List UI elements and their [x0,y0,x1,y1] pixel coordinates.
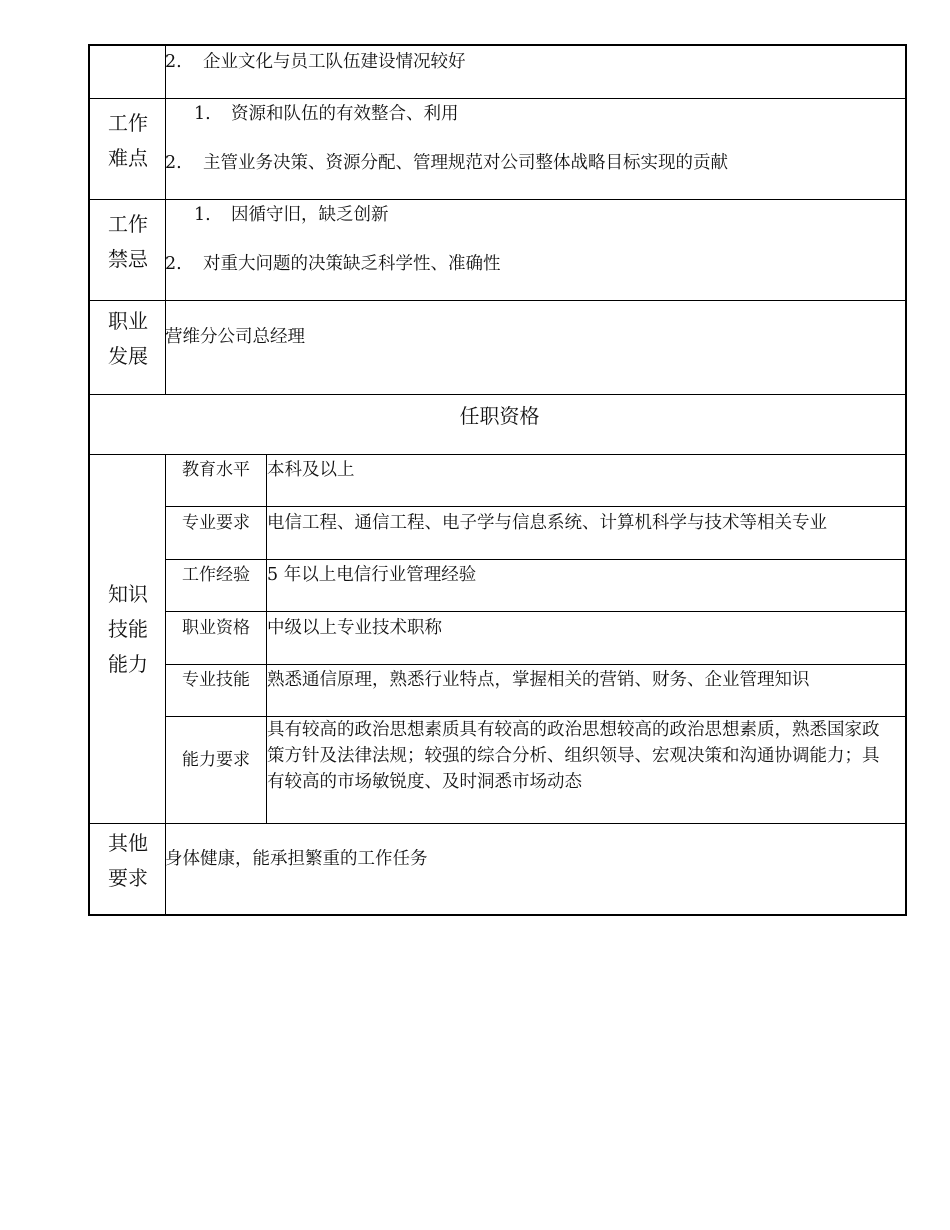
career-text: 营维分公司总经理 [165,327,305,347]
row-divider [90,300,907,301]
item-text: 企业文化与员工队伍建设情况较好 [203,52,466,72]
skill-value: 熟悉通信原理，熟悉行业特点，掌握相关的营销、财务、企业管理知识 [267,670,810,690]
taboo-item-1: 1. 因循守旧，缺乏创新 [194,205,389,225]
education-value: 本科及以上 [267,460,355,480]
sub-row-divider [166,559,907,560]
other-text: 身体健康，能承担繁重的工作任务 [165,849,428,869]
sub-row-divider [166,664,907,665]
qualification-header: 任职资格 [459,404,540,428]
certification-label: 职业资格 [182,618,250,638]
difficulty-item-2: 2. 主管业务决策、资源分配、管理规范对公司整体战略目标实现的贡献 [165,153,728,173]
education-label: 教育水平 [182,460,250,480]
major-value: 电信工程、通信工程、电子学与信息系统、计算机科学与技术等相关专业 [267,513,827,533]
ability-value: 具有较高的政治思想素质具有较高的政治思想较高的政治思想素质，熟悉国家政策方针及法律法规；较强的综合分析、组织领导、宏观决策和沟通协调能力；具有较高的市场敏锐度、及时洞悉市场动态 [267,720,880,792]
row-divider [90,454,907,455]
certification-value: 中级以上专业技术职称 [267,618,442,638]
item-number: 2. [165,52,182,72]
skills-label: 知识 技能 能力 [108,582,148,676]
experience-label: 工作经验 [182,565,250,585]
sub-row-divider [166,506,907,507]
taboo-item-2: 2. 对重大问题的决策缺乏科学性、准确性 [165,254,501,274]
ability-label: 能力要求 [182,750,250,770]
row-divider [90,394,907,395]
job-requirements-table [88,44,907,916]
career-label: 职业 发展 [108,309,148,368]
other-label: 其他 要求 [108,831,148,890]
major-label: 专业要求 [182,513,250,533]
row-divider [90,823,907,824]
continued-item [165,52,466,72]
row-divider [90,98,907,99]
taboo-label: 工作 禁忌 [108,212,148,271]
sub-row-divider [166,611,907,612]
difficulty-item-1: 1. 资源和队伍的有效整合、利用 [194,104,459,124]
difficulty-label: 工作 难点 [108,111,148,170]
skill-label: 专业技能 [182,670,250,690]
experience-value: 5 年以上电信行业管理经验 [267,565,477,585]
row-divider [90,199,907,200]
